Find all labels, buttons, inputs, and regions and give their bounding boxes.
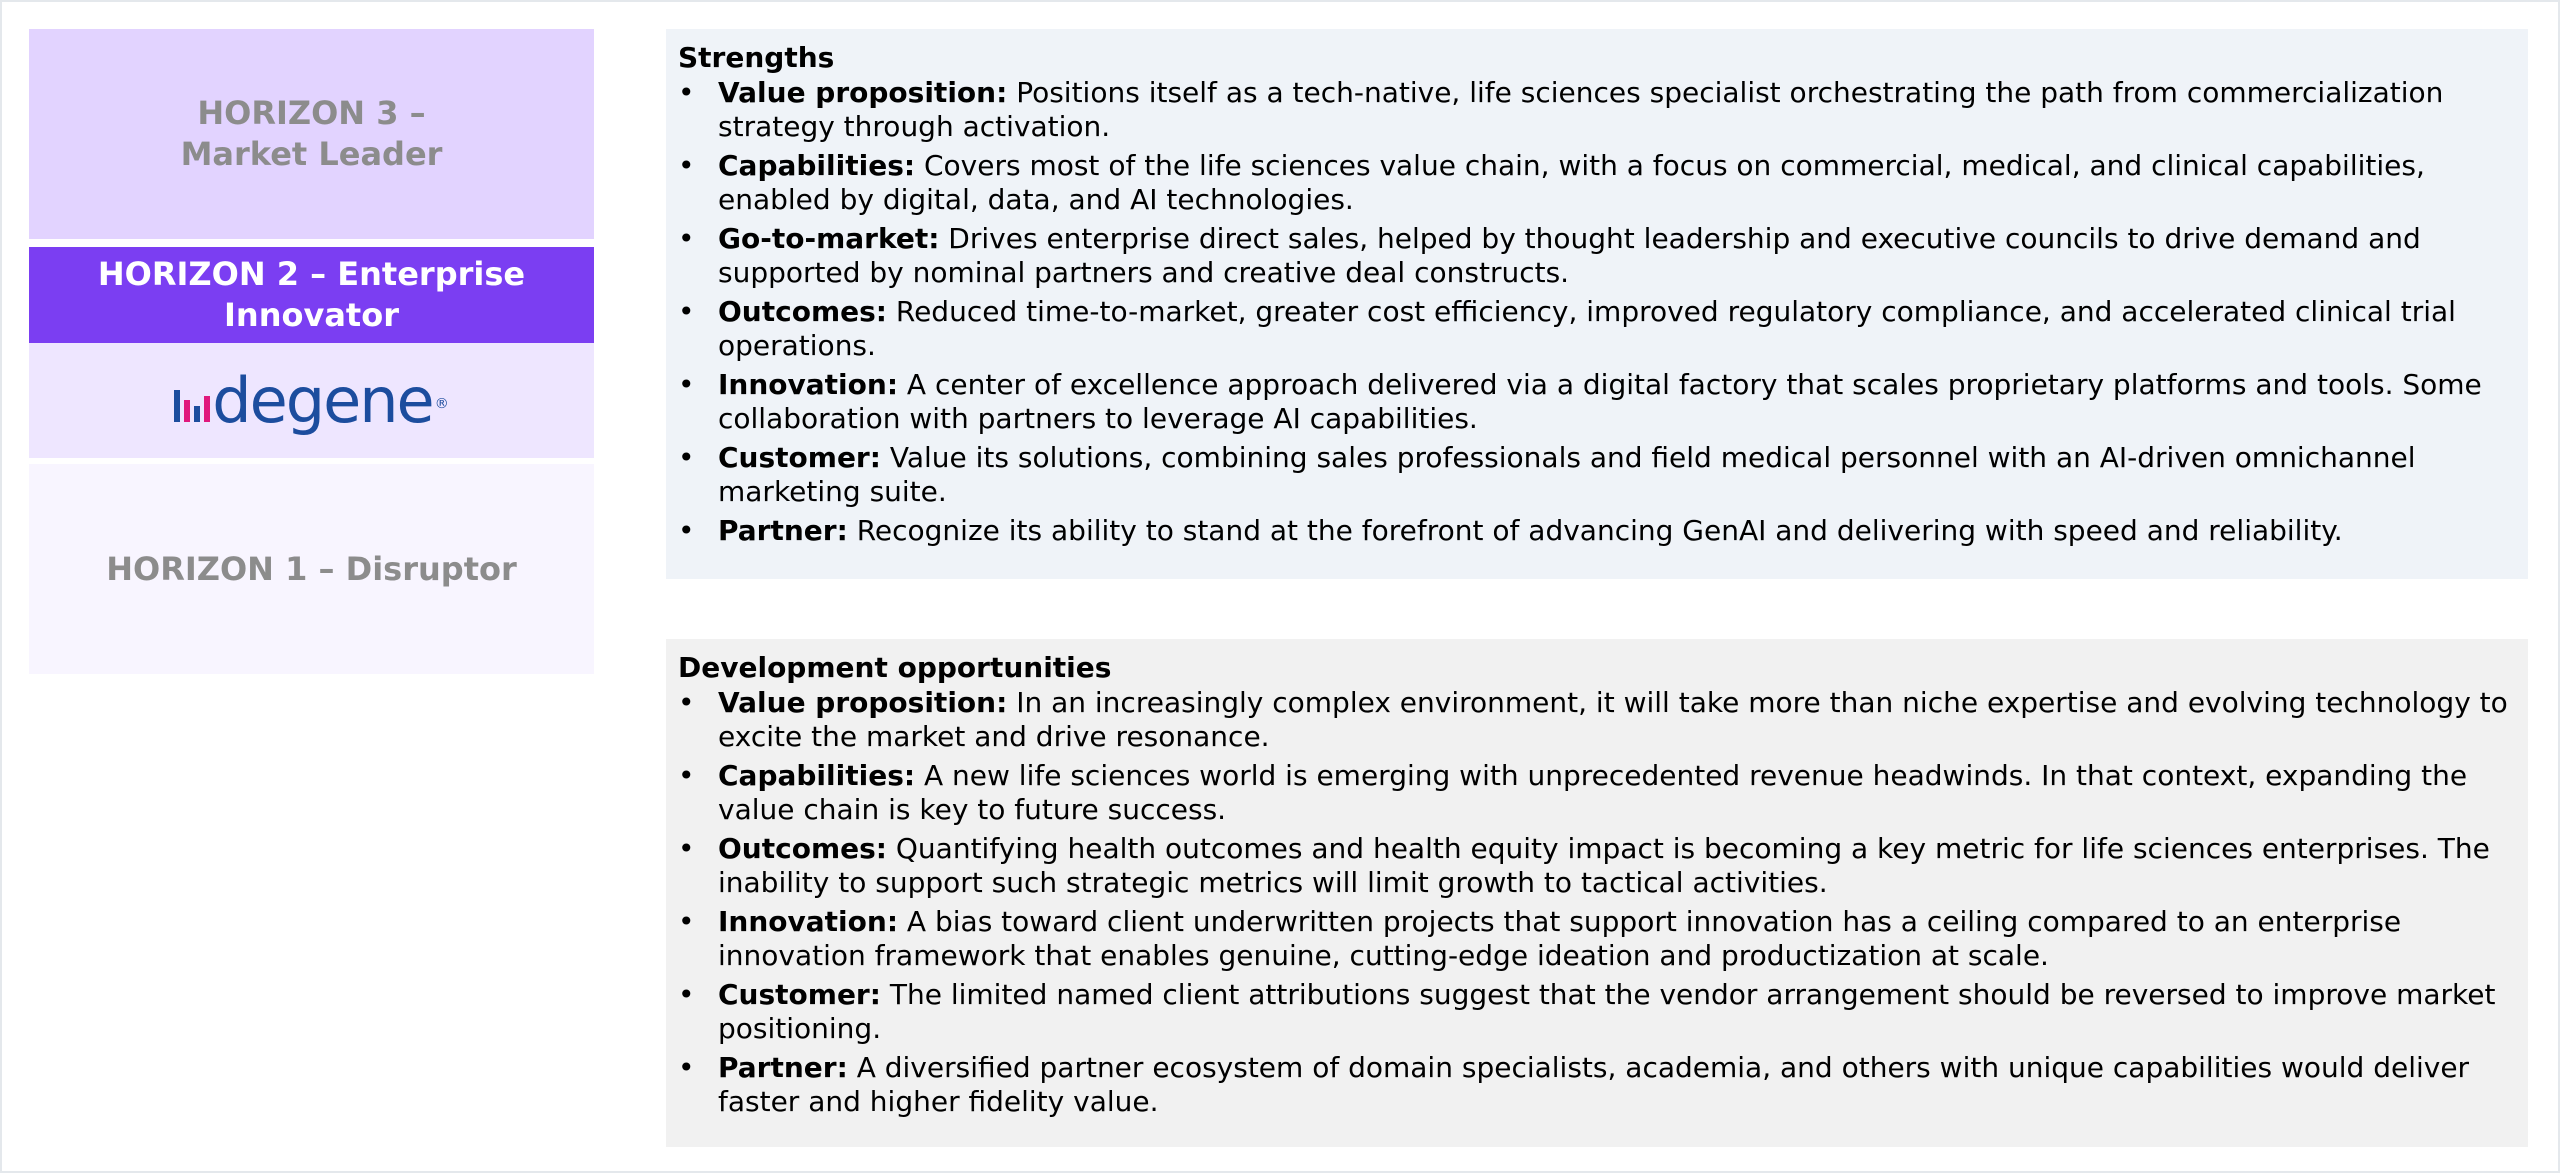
- strength-item-customer: [678, 441, 2516, 509]
- development-item-capabilities: [678, 759, 2516, 827]
- development-label: Value proposition:: [718, 686, 1008, 719]
- strength-label: Customer:: [718, 441, 881, 474]
- development-text: A diversified partner ecosystem of domain specialists, academia, and others with unique capabilities would deliver faster and higher fidelity value.: [718, 1051, 2470, 1118]
- indegene-logo: [174, 364, 449, 437]
- development-label: Outcomes:: [718, 832, 887, 865]
- horizon-2-enterprise-innovator: [29, 247, 594, 343]
- development-label: Partner:: [718, 1051, 848, 1084]
- strength-item-capabilities: [678, 149, 2516, 217]
- development-item-value-proposition: [678, 686, 2516, 754]
- development-label: Innovation:: [718, 905, 899, 938]
- development-title: Development opportunities: [678, 651, 1112, 684]
- strength-text: A center of excellence approach delivered via a digital factory that scales proprietary platforms and tools. Some collaboration with partners to leverage AI capabilities.: [718, 368, 2482, 435]
- strength-text: Covers most of the life sciences value chain, with a focus on commercial, medical, and clinical capabilities, enabled by digital, data, and AI technologies.: [718, 149, 2425, 216]
- development-text: A bias toward client underwritten projects that support innovation has a ceiling compared to an enterprise innovation framework that enables genuine, cutting-edge ideation and productization at scale.: [718, 905, 2402, 972]
- development-list: [678, 686, 2516, 1119]
- strength-text: Value its solutions, combining sales professionals and field medical personnel with an AI-driven omnichannel marketing suite.: [718, 441, 2416, 508]
- strength-label: Partner:: [718, 514, 848, 547]
- strength-item-value-proposition: [678, 76, 2516, 144]
- strength-label: Capabilities:: [718, 149, 916, 182]
- development-item-outcomes: [678, 832, 2516, 900]
- strength-text: Reduced time-to-market, greater cost efficiency, improved regulatory compliance, and accelerated clinical trial operations.: [718, 295, 2456, 362]
- strength-label: Value proposition:: [718, 76, 1008, 109]
- strength-item-go-to-market: [678, 222, 2516, 290]
- strength-label: Go-to-market:: [718, 222, 940, 255]
- horizon-3-line1: HORIZON 3 –: [197, 94, 426, 132]
- strength-item-innovation: [678, 368, 2516, 436]
- horizon-3-line2: Market Leader: [180, 135, 443, 173]
- horizon-1-disruptor: [29, 464, 594, 674]
- development-label: Customer:: [718, 978, 881, 1011]
- development-text: The limited named client attributions suggest that the vendor arrangement should be reversed to improve market positioning.: [718, 978, 2496, 1045]
- development-item-innovation: [678, 905, 2516, 973]
- strength-text: Drives enterprise direct sales, helped by thought leadership and executive councils to drive demand and supported by nominal partners and creative deal constructs.: [718, 222, 2421, 289]
- strength-label: Outcomes:: [718, 295, 887, 328]
- strength-item-outcomes: [678, 295, 2516, 363]
- horizon-3-market-leader: [29, 29, 594, 239]
- development-item-customer: [678, 978, 2516, 1046]
- strength-text: Recognize its ability to stand at the forefront of advancing GenAI and delivering with speed and reliability.: [847, 514, 2343, 547]
- indegene-logo-mark-icon: [174, 390, 210, 422]
- horizon-2-line2: Innovator: [224, 296, 399, 334]
- horizon-2-line1: HORIZON 2 – Enterprise: [97, 255, 526, 293]
- strengths-panel: [666, 29, 2528, 579]
- strength-text: Positions itself as a tech-native, life sciences specialist orchestrating the path from commercialization strategy through activation.: [718, 76, 2444, 143]
- strengths-list: [678, 76, 2516, 548]
- indegene-logo-wordmark: degene: [212, 364, 433, 437]
- vendor-logo-box: [29, 343, 594, 458]
- strengths-title: Strengths: [678, 41, 835, 74]
- development-text: A new life sciences world is emerging with unprecedented revenue headwinds. In that context, expanding the value chain is key to future success.: [718, 759, 2468, 826]
- strength-item-partner: [678, 514, 2516, 548]
- development-label: Capabilities:: [718, 759, 916, 792]
- strength-label: Innovation:: [718, 368, 899, 401]
- registered-mark: ®: [434, 396, 449, 412]
- development-text: In an increasingly complex environment, it will take more than niche expertise and evolving technology to excite the market and drive resonance.: [718, 686, 2508, 753]
- development-item-partner: [678, 1051, 2516, 1119]
- horizon-1-label: HORIZON 1 – Disruptor: [106, 549, 517, 588]
- development-text: Quantifying health outcomes and health equity impact is becoming a key metric for life sciences enterprises. The inability to support such strategic metrics will limit growth to tactical activities.: [718, 832, 2490, 899]
- development-opportunities-panel: [666, 639, 2528, 1147]
